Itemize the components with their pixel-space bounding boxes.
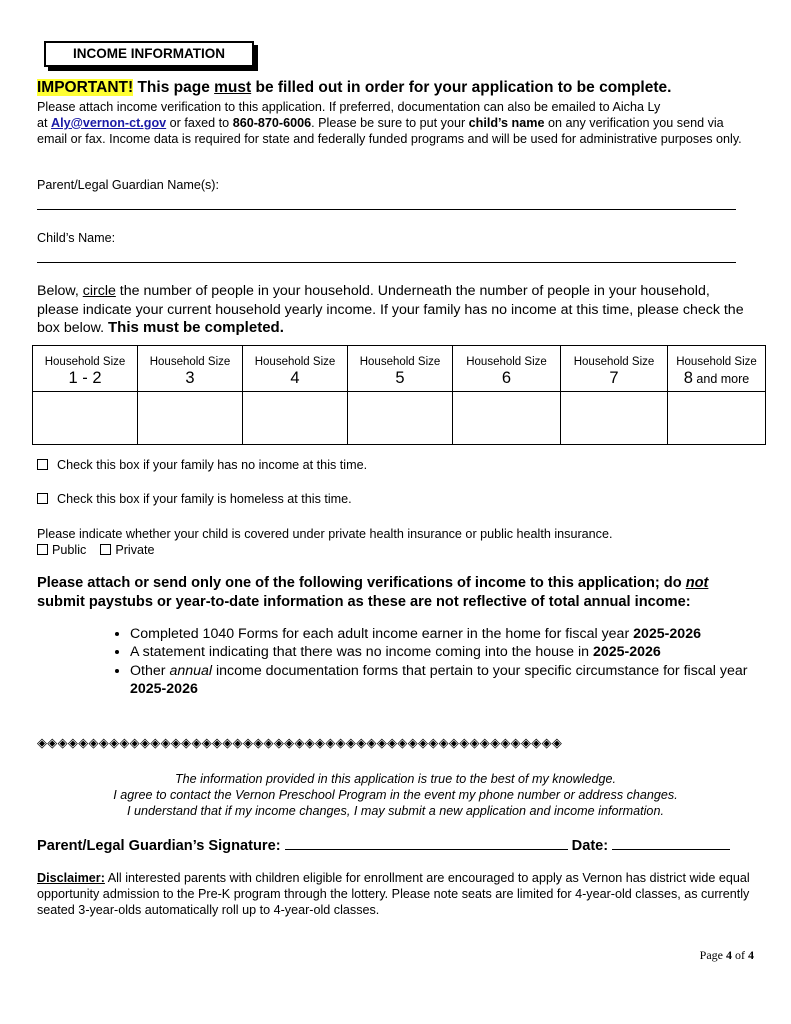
income-cell-3[interactable]	[138, 392, 243, 445]
household-size-value: 5	[395, 369, 405, 387]
verification-item3-annual: annual	[169, 662, 213, 679]
household-instructions	[37, 282, 749, 338]
agreement-statement	[0, 771, 791, 820]
intro-at: at	[37, 115, 52, 130]
household-size-header-row	[33, 346, 766, 392]
important-notice	[37, 79, 671, 97]
list-item	[130, 643, 752, 661]
household-size-value: 6	[501, 369, 512, 387]
verification-intro-start: Please attach or send only one of the following verifications of income to this application; do	[37, 575, 686, 591]
fax-number: 860-870-6006	[232, 115, 312, 130]
income-cell-1-2[interactable]	[33, 392, 138, 445]
household-size-label: Household Size	[573, 356, 655, 368]
guardian-name-label: Parent/Legal Guardian Name(s):	[37, 178, 220, 192]
agreement-line2: I agree to contact the Vernon Preschool Program in the event my phone number or address changes.	[113, 788, 678, 803]
important-text-after: be filled out in order for your application to be complete.	[251, 79, 672, 96]
verification-item2: A statement indicating that there was no income coming into the house in	[130, 644, 593, 661]
page-current: 4	[726, 948, 732, 962]
public-label: Public	[52, 543, 87, 557]
intro-line1: Please attach income verification to this application. If preferred, documentation can also be emailed to Aicha Ly	[37, 100, 661, 114]
household-size-value: 1 - 2	[68, 369, 102, 387]
public-checkbox[interactable]	[37, 544, 48, 555]
page-number	[700, 948, 754, 963]
household-size-label: Household Size	[254, 356, 336, 368]
page-of: of	[732, 948, 748, 962]
diamond-divider: ◈◈◈◈◈◈◈◈◈◈◈◈◈◈◈◈◈◈◈◈◈◈◈◈◈◈◈◈◈◈◈◈◈◈◈◈◈◈◈◈◈◈◈◈◈◈◈◈◈◈◈	[37, 735, 563, 750]
household-income-row	[33, 392, 766, 445]
important-tag: IMPORTANT!	[37, 79, 134, 96]
income-cell-4[interactable]	[243, 392, 348, 445]
page-total: 4	[748, 948, 754, 962]
verification-item2-year: 2025-2026	[592, 644, 661, 661]
household-size-value: 3	[185, 369, 195, 387]
list-item	[130, 625, 752, 643]
agreement-line3: I understand that if my income changes, I may submit a new application and income information.	[127, 804, 664, 819]
verification-item3-year: 2025-2026	[130, 680, 198, 697]
no-income-checkbox[interactable]	[37, 459, 48, 470]
household-size-7[interactable]	[561, 346, 668, 392]
household-size-4[interactable]	[243, 346, 348, 392]
household-size-value: 4	[290, 369, 300, 387]
household-size-value	[668, 369, 765, 388]
homeless-option	[37, 492, 352, 506]
insurance-question: Please indicate whether your child is covered under private health insurance or public health insurance.	[37, 527, 613, 541]
page-word: Page	[699, 948, 726, 962]
household-size-5[interactable]	[348, 346, 453, 392]
date-field[interactable]	[612, 848, 730, 850]
verification-list	[107, 625, 752, 698]
insurance-options	[37, 543, 155, 557]
signature-label: Parent/Legal Guardian’s Signature:	[37, 838, 285, 854]
intro-mid: or faxed to	[166, 115, 233, 130]
private-label: Private	[115, 543, 155, 557]
household-size-label: Household Size	[44, 356, 126, 368]
household-rest: the number of people in your household. Underneath the number of people in your household, please indicate your current household yearly income. If your family has no income at this time, please check the box below.	[37, 283, 744, 336]
household-size-6[interactable]	[453, 346, 561, 392]
child-name-label: Child’s Name:	[37, 231, 116, 245]
list-item	[130, 662, 752, 699]
household-size-value: 7	[609, 369, 619, 387]
signature-row	[37, 838, 730, 854]
important-must: must	[214, 79, 252, 96]
intro-paragraph	[37, 100, 757, 147]
no-income-option	[37, 458, 367, 472]
household-size-3[interactable]	[138, 346, 243, 392]
disclaimer-label: Disclaimer:	[37, 871, 105, 885]
private-checkbox[interactable]	[100, 544, 111, 555]
verification-item1: Completed 1040 Forms for each adult income earner in the home for fiscal year	[130, 626, 634, 642]
household-size-8: 8	[683, 369, 693, 387]
verification-intro-end: submit paystubs or year-to-date information as these are not reflective of total annual income:	[37, 593, 691, 610]
verification-not: not	[685, 575, 709, 591]
and-more-text: and more	[692, 372, 750, 386]
child-name-emphasis: child’s name	[468, 115, 545, 130]
child-name-field[interactable]	[37, 262, 736, 263]
homeless-checkbox[interactable]	[37, 493, 48, 504]
income-cell-5[interactable]	[348, 392, 453, 445]
verification-item3-a: Other	[130, 662, 170, 679]
no-income-label: Check this box if your family has no income at this time.	[57, 458, 368, 472]
date-label: Date:	[567, 838, 613, 854]
household-size-label: Household Size	[676, 356, 757, 368]
household-size-label: Household Size	[149, 356, 231, 368]
email-link[interactable]: Aly@vernon-ct.gov	[51, 115, 167, 130]
important-text-before: This page	[133, 79, 215, 96]
income-cell-6[interactable]	[453, 392, 561, 445]
household-size-label: Household Size	[359, 356, 441, 368]
verification-item1-year: 2025-2026	[633, 626, 701, 642]
agreement-line1: The information provided in this application is true to the best of my knowledge.	[174, 772, 617, 786]
verification-instructions	[37, 574, 757, 611]
signature-field[interactable]	[285, 848, 568, 850]
section-title: INCOME INFORMATION	[44, 41, 254, 67]
household-size-table	[32, 345, 766, 445]
income-cell-7[interactable]	[561, 392, 668, 445]
household-size-8-more[interactable]	[668, 346, 766, 392]
household-must-complete: This must be completed.	[108, 319, 284, 336]
income-cell-8-more[interactable]	[668, 392, 766, 445]
intro-tail: on any verification you send via email or fax. Income data is required for state and federally funded programs and will be used for administrative purposes only.	[37, 115, 742, 146]
verification-item3-b: income documentation forms that pertain to your specific circumstance for fiscal year	[212, 662, 748, 679]
household-size-label: Household Size	[466, 356, 547, 368]
household-size-1-2[interactable]	[33, 346, 138, 392]
disclaimer-text: All interested parents with children eligible for enrollment are encouraged to apply as Vernon has district wide equal opportunity admission to the Pre-K program through the lottery. Please note seats are limited for 4-year-old classes, as currently seated 3-year-olds automatically roll up to 4-year-old classes.	[37, 871, 750, 917]
household-circle: circle	[82, 283, 116, 299]
guardian-name-field[interactable]	[37, 209, 736, 210]
disclaimer	[37, 870, 757, 918]
household-start: Below,	[37, 283, 83, 299]
intro-mid2: . Please be sure to put your	[311, 115, 469, 130]
homeless-label: Check this box if your family is homeless at this time.	[57, 492, 352, 506]
